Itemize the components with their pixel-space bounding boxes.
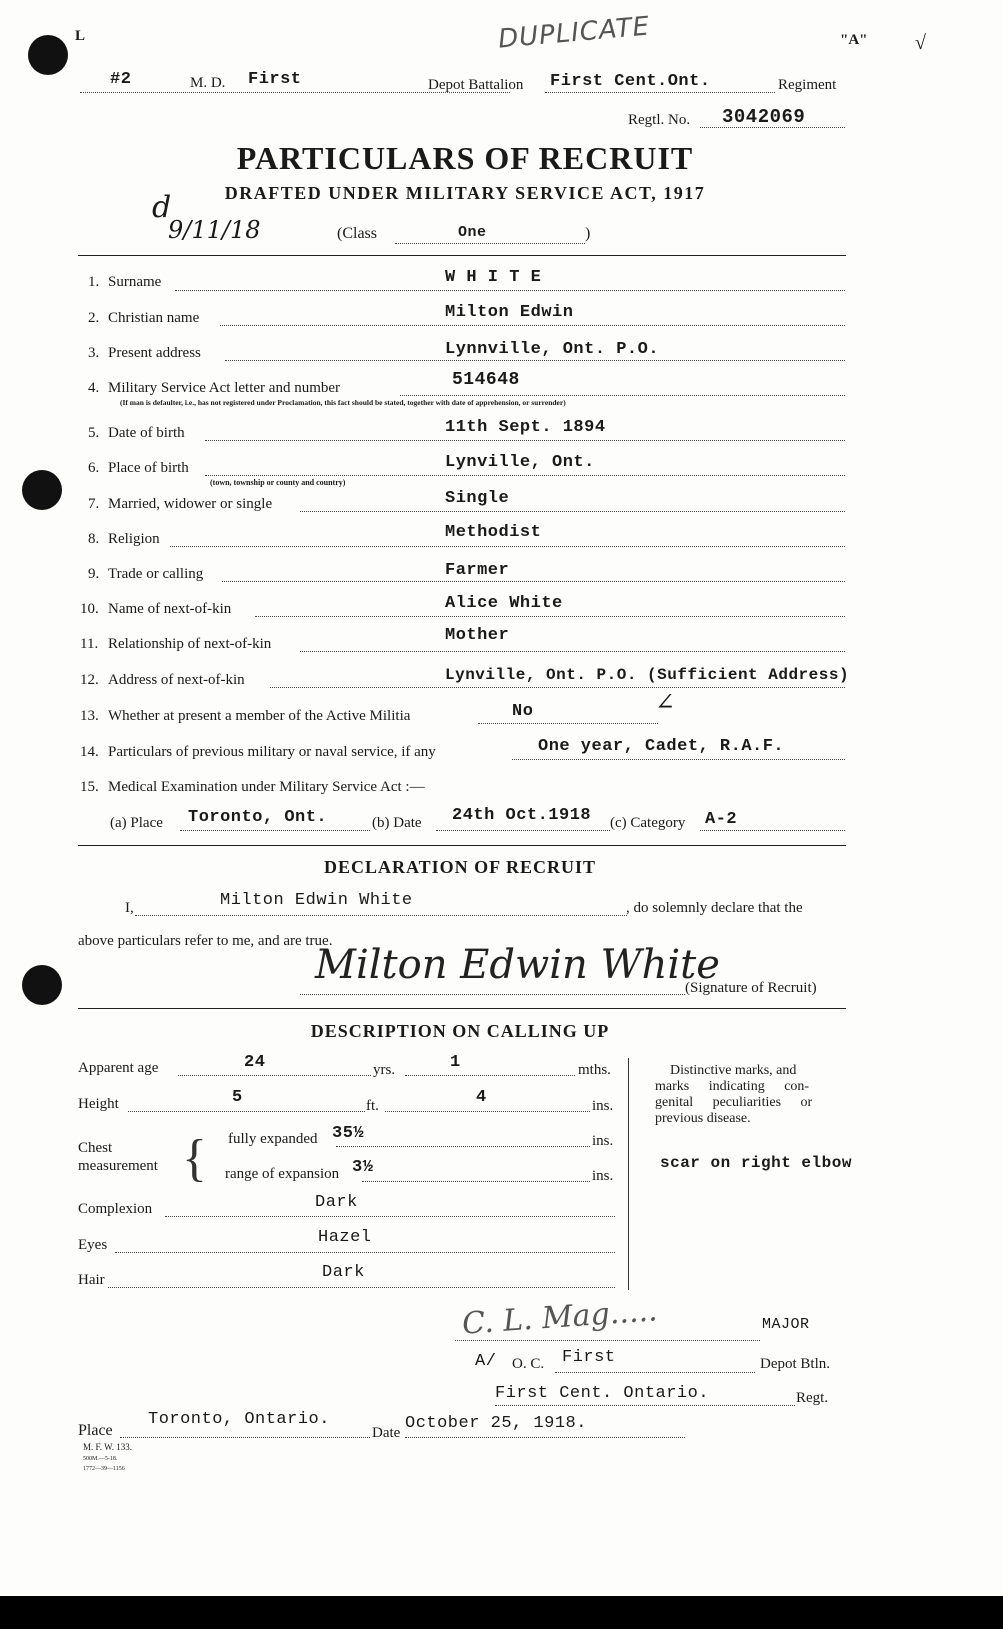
chest-label-2: measurement [78, 1158, 158, 1174]
md-value: First [248, 70, 302, 89]
field-label-place-of-birth: Place of birth [108, 460, 189, 476]
form-number-3: 1772—39—1156 [83, 1466, 125, 1472]
field-label-surname: Surname [108, 274, 162, 290]
duplicate-stamp: DUPLICATE [496, 11, 652, 55]
address-annotation-mark: ∠ [655, 688, 676, 716]
regtl-no-label: Regtl. No. [628, 112, 691, 128]
field-label-kin-address: Address of next-of-kin [108, 672, 245, 688]
field-num: 6. [88, 460, 100, 476]
regtl-no-value: 3042069 [722, 106, 806, 128]
field-num: 3. [88, 345, 100, 361]
field-label-christian-name: Christian name [108, 310, 200, 326]
description-divider [628, 1058, 629, 1290]
form-letter: "A" [840, 32, 868, 48]
field-num: 7. [88, 496, 100, 512]
trade-value: Farmer [445, 561, 510, 580]
title-rule [78, 255, 846, 256]
declaration-name: Milton Edwin White [220, 891, 413, 910]
range-label: range of expansion [225, 1166, 340, 1182]
field-label-trade: Trade or calling [108, 566, 204, 582]
msa-note: (If man is defaulter, i.e., has not registered under Proclamation, this fact should be stated, together with date of apprehension, or surrender) [120, 398, 566, 407]
field-num: 2. [88, 310, 100, 326]
form-number-1: M. F. W. 133. [83, 1442, 133, 1452]
place-value: Toronto, Ontario. [148, 1410, 330, 1429]
field-label-marital-status: Married, widower or single [108, 496, 273, 512]
ins-label: ins. [592, 1168, 614, 1184]
place-label: Place [78, 1422, 113, 1439]
medical-category-label: (c) Category [610, 815, 686, 831]
md-number: #2 [110, 70, 132, 89]
marks-label-2: marks indicating con- [655, 1079, 810, 1094]
date-label: Date [372, 1425, 401, 1441]
declaration-text-2: above particulars refer to me, and are true. [78, 933, 333, 949]
yrs-label: yrs. [373, 1062, 396, 1078]
chest-label-1: Chest [78, 1140, 113, 1156]
description-heading: DESCRIPTION ON CALLING UP [310, 1021, 610, 1041]
religion-value: Methodist [445, 523, 542, 542]
ins-label: ins. [592, 1098, 614, 1114]
marital-status-value: Single [445, 489, 510, 508]
depot-battalion-label: Depot Battalion [428, 77, 524, 93]
depot-btln-label: Depot Btln. [760, 1356, 830, 1372]
previous-service-value: One year, Cadet, R.A.F. [538, 737, 785, 756]
declaration-i-label: I, [125, 900, 134, 916]
field-num: 14. [80, 744, 99, 760]
oc-label: O. C. [512, 1356, 545, 1372]
field-num: 4. [88, 380, 100, 396]
field-label-active-militia: Whether at present a member of the Active Militia [108, 708, 411, 724]
officer-rank: MAJOR [762, 1316, 810, 1333]
page-subtitle: DRAFTED UNDER MILITARY SERVICE ACT, 1917 [224, 183, 706, 203]
marks-label-4: previous disease. [655, 1111, 751, 1126]
punch-hole-top [28, 35, 68, 75]
height-in-value: 4 [476, 1088, 487, 1107]
handwritten-initial: d [152, 190, 172, 225]
oc-value: First [562, 1348, 616, 1367]
field-num: 8. [88, 531, 100, 547]
field-num: 9. [88, 566, 100, 582]
declaration-text: , do solemnly declare that the [626, 900, 803, 916]
date-value: October 25, 1918. [405, 1414, 587, 1433]
section-rule [78, 845, 846, 846]
age-years-value: 24 [244, 1053, 266, 1072]
field-label-next-of-kin: Name of next-of-kin [108, 601, 232, 617]
medical-date-label: (b) Date [372, 815, 422, 831]
distinctive-marks-value: scar on right elbow [660, 1154, 852, 1172]
range-value: 3½ [352, 1158, 374, 1177]
md-label: M. D. [190, 75, 226, 91]
field-num: 15. [80, 779, 99, 795]
medical-category-value: A-2 [705, 810, 738, 829]
field-label-date-of-birth: Date of birth [108, 425, 185, 441]
chest-brace: { [182, 1130, 207, 1187]
marks-label-3: genital peculiarities or [655, 1095, 813, 1110]
field-label-relationship: Relationship of next-of-kin [108, 636, 272, 652]
ins-label: ins. [592, 1133, 614, 1149]
page-title: PARTICULARS OF RECRUIT [236, 140, 694, 176]
corner-mark: L [75, 28, 86, 44]
hair-label: Hair [78, 1272, 105, 1288]
eyes-value: Hazel [318, 1228, 372, 1247]
age-months-value: 1 [450, 1053, 461, 1072]
field-label-previous-service: Particulars of previous military or naval service, if any [108, 744, 436, 760]
surname-value: W H I T E [445, 268, 542, 287]
medical-place-value: Toronto, Ont. [188, 808, 328, 827]
apparent-age-label: Apparent age [78, 1060, 159, 1076]
medical-place-label: (a) Place [110, 815, 163, 831]
height-label: Height [78, 1096, 119, 1112]
height-ft-value: 5 [232, 1088, 243, 1107]
kin-address-value: Lynville, Ont. P.O. (Sufficient Address) [445, 666, 850, 684]
field-num: 10. [80, 601, 99, 617]
hair-value: Dark [322, 1263, 365, 1282]
fully-expanded-value: 35½ [332, 1124, 365, 1143]
ft-label: ft. [366, 1098, 379, 1114]
marks-label-1: Distinctive marks, and [670, 1063, 797, 1078]
date-of-birth-value: 11th Sept. 1894 [445, 418, 606, 437]
signature-label: (Signature of Recruit) [685, 980, 817, 996]
next-of-kin-value: Alice White [445, 594, 563, 613]
field-label-msa-number: Military Service Act letter and number [108, 380, 341, 396]
form-number-2: 500M.—5-18. [83, 1456, 118, 1462]
declaration-heading: DECLARATION OF RECRUIT [323, 857, 597, 877]
field-num: 11. [80, 636, 99, 652]
regt-value: First Cent. Ontario. [495, 1384, 710, 1403]
christian-name-value: Milton Edwin [445, 303, 574, 322]
active-militia-value: No [512, 702, 534, 721]
punch-hole-middle [22, 470, 62, 510]
section-rule [78, 1008, 846, 1009]
check-mark: √ [915, 32, 926, 54]
eyes-label: Eyes [78, 1237, 108, 1253]
medical-date-value: 24th Oct.1918 [452, 806, 592, 825]
class-value: One [458, 224, 487, 241]
recruit-signature: Milton Edwin White [315, 942, 720, 988]
field-num: 12. [80, 672, 99, 688]
oc-prefix: A/ [475, 1352, 497, 1371]
complexion-value: Dark [315, 1193, 358, 1212]
place-of-birth-note: (town, township or county and country) [210, 478, 346, 487]
fully-expanded-label: fully expanded [228, 1131, 318, 1147]
complexion-label: Complexion [78, 1201, 153, 1217]
field-label-present-address: Present address [108, 345, 201, 361]
officer-signature: C. L. Mag..... [461, 1293, 659, 1342]
relationship-value: Mother [445, 626, 510, 645]
msa-number-value: 514648 [452, 370, 520, 390]
punch-hole-lower [22, 965, 62, 1005]
depot-battalion-value: First Cent.Ont. [550, 72, 711, 91]
field-num: 13. [80, 708, 99, 724]
class-close: ) [585, 225, 591, 242]
field-label-religion: Religion [108, 531, 160, 547]
field-label-medical-exam: Medical Examination under Military Service Act :— [108, 779, 425, 795]
present-address-value: Lynnville, Ont. P.O. [445, 340, 660, 359]
handwritten-date: 9/11/18 [168, 216, 261, 244]
regiment-label: Regiment [778, 77, 837, 93]
field-num: 1. [88, 274, 100, 290]
regt-label: Regt. [796, 1390, 829, 1406]
class-label: (Class [337, 225, 377, 242]
mths-label: mths. [578, 1062, 611, 1078]
field-num: 5. [88, 425, 100, 441]
place-of-birth-value: Lynville, Ont. [445, 453, 595, 472]
